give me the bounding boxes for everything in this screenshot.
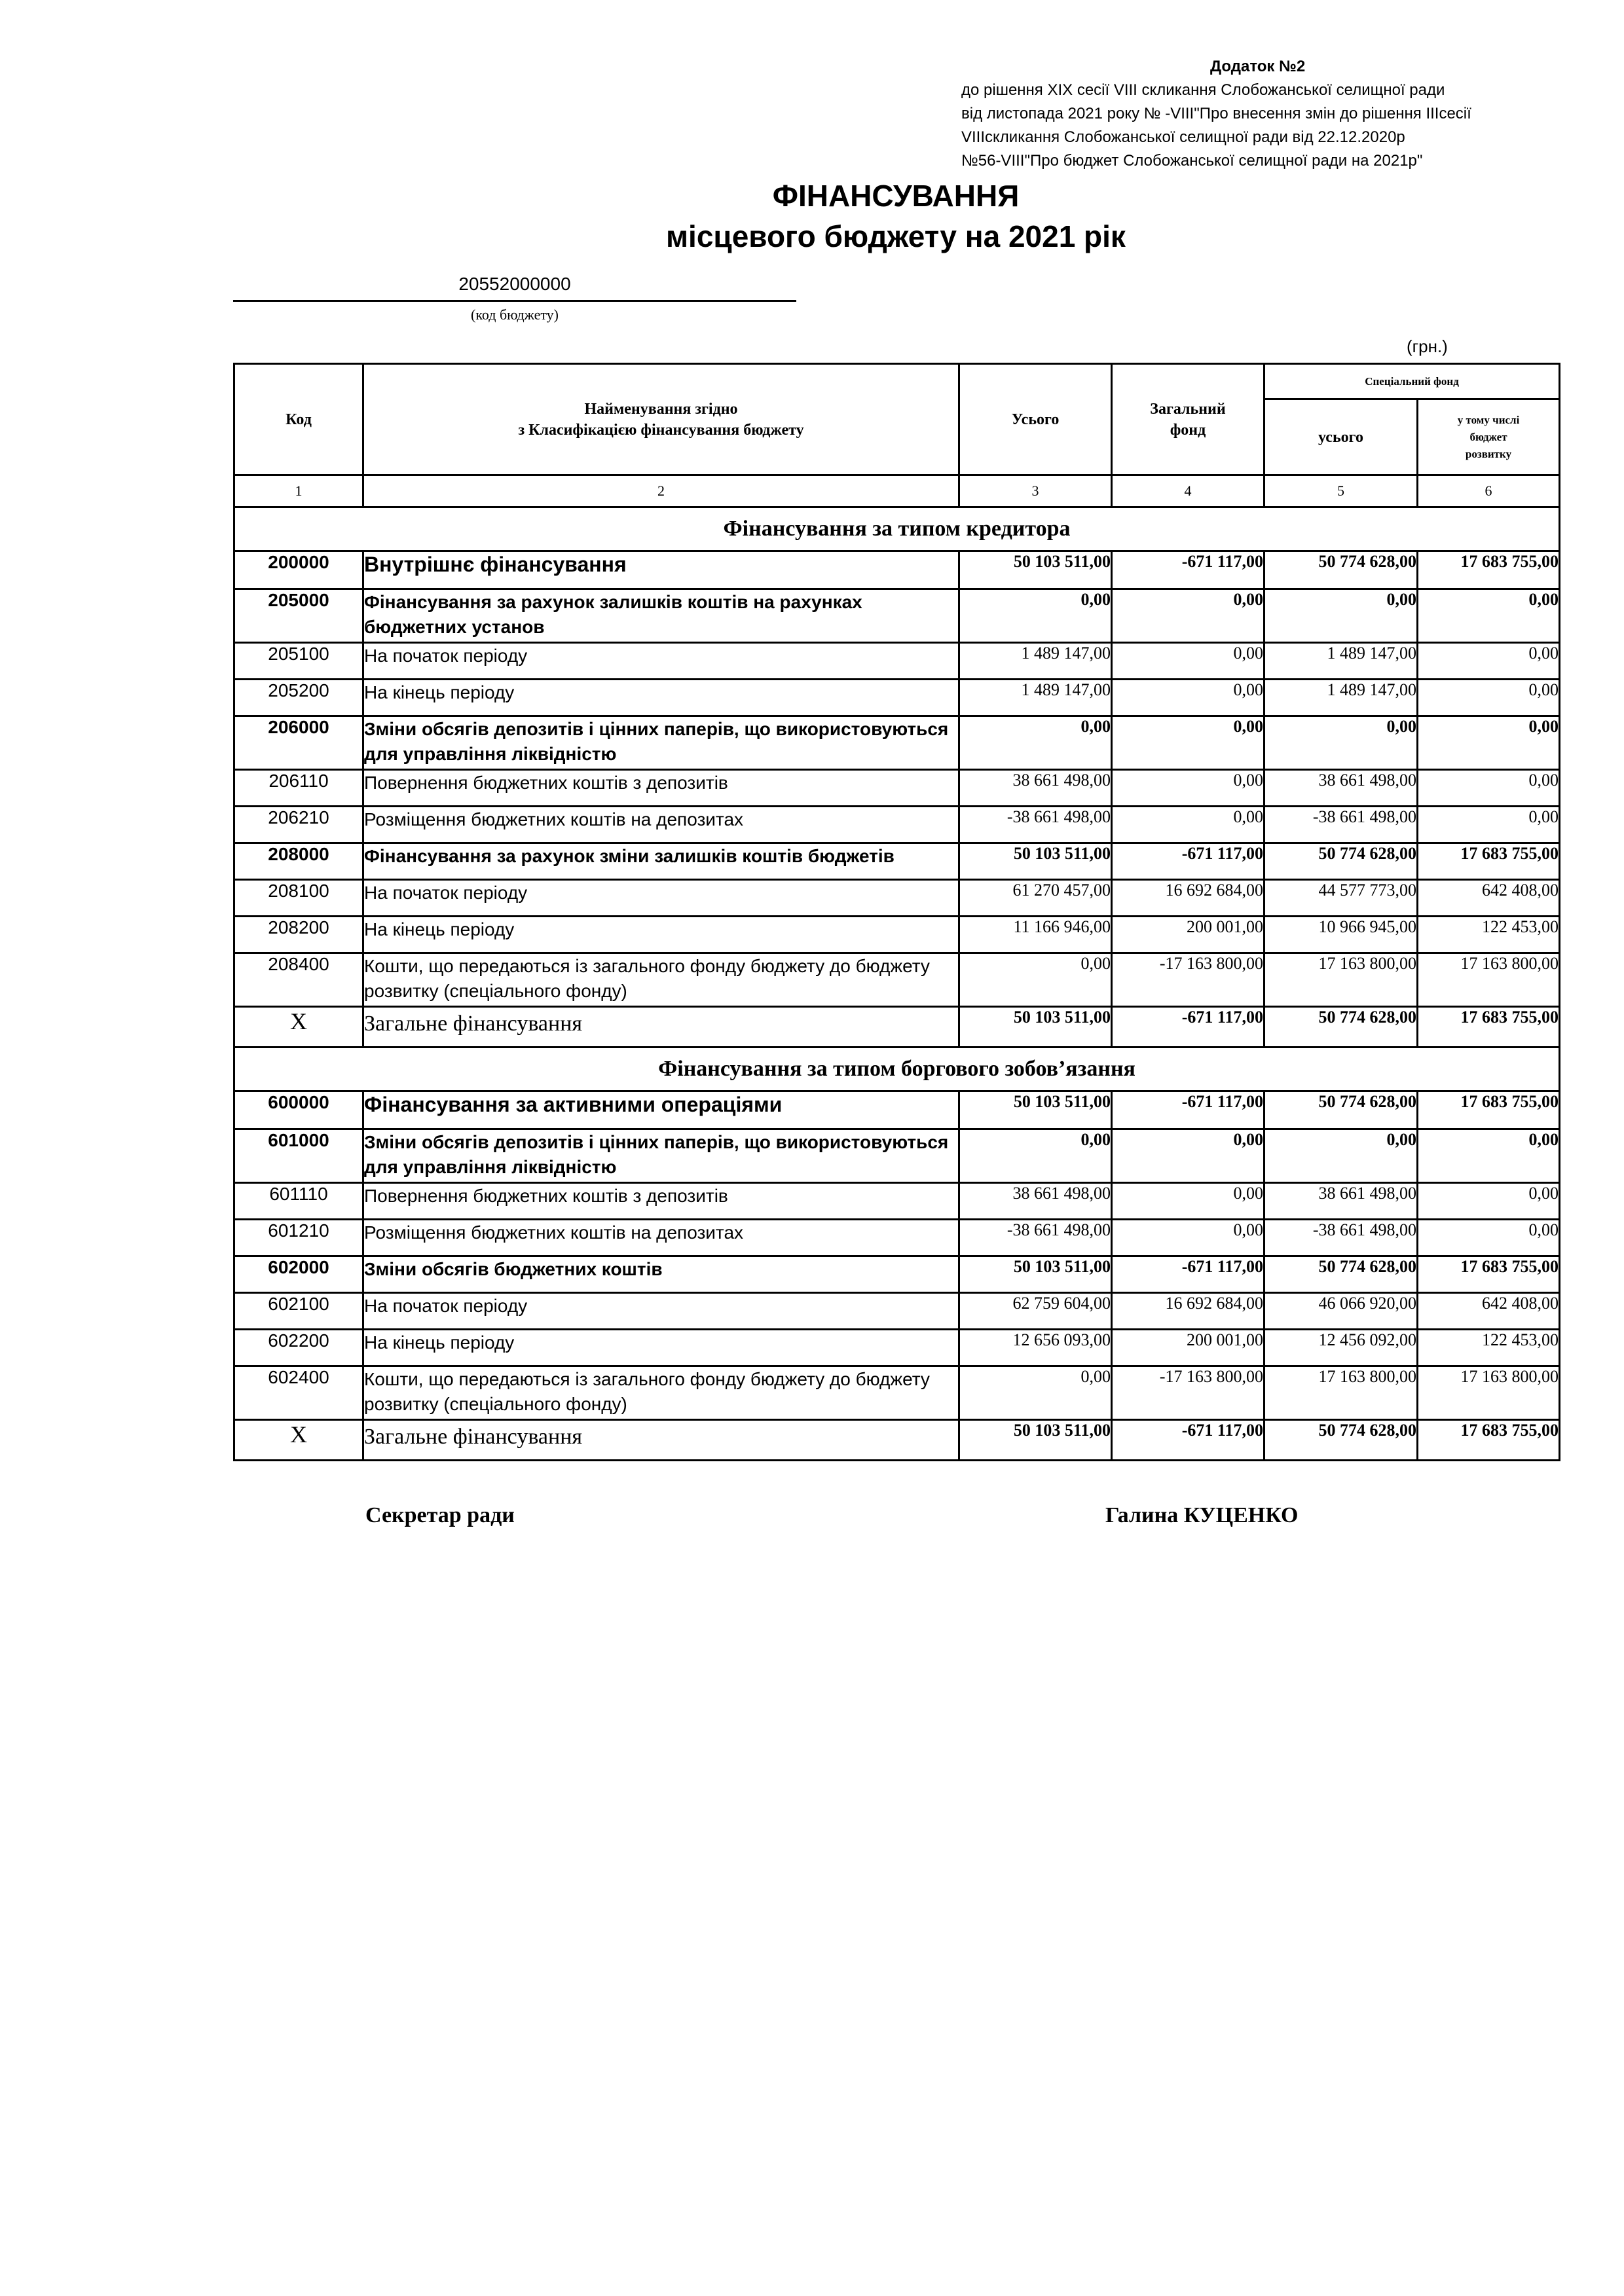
row-total: 50 103 511,00 [959, 1091, 1112, 1129]
budget-code-underline [233, 300, 796, 302]
table-row [234, 1220, 1560, 1256]
table-row [234, 917, 1560, 953]
row-development: 642 408,00 [1418, 880, 1560, 917]
row-special: 17 163 800,00 [1264, 953, 1418, 1007]
header-code: Код [234, 364, 363, 475]
row-code: 205000 [234, 589, 363, 643]
row-special: -38 661 498,00 [1264, 807, 1418, 843]
row-general: 0,00 [1112, 1183, 1264, 1220]
row-special: 0,00 [1264, 1129, 1418, 1183]
row-development: 0,00 [1418, 807, 1560, 843]
header-total: Усього [959, 364, 1112, 475]
signature-name: Галина КУЦЕНКО [1105, 1503, 1299, 1527]
row-total: 0,00 [959, 1129, 1112, 1183]
row-special: 1 489 147,00 [1264, 680, 1418, 716]
row-total: 12 656 093,00 [959, 1330, 1112, 1366]
row-code: 208200 [234, 917, 363, 953]
row-development: 0,00 [1418, 589, 1560, 643]
table-row [234, 1129, 1560, 1183]
row-name: Повернення бюджетних коштів з депозитів [363, 770, 959, 807]
row-total: 62 759 604,00 [959, 1293, 1112, 1330]
row-code: X [234, 1007, 363, 1048]
row-special: 50 774 628,00 [1264, 843, 1418, 880]
row-code: 206110 [234, 770, 363, 807]
header-name-line: Найменування згідно [584, 400, 738, 418]
row-special: 12 456 092,00 [1264, 1330, 1418, 1366]
header-dev-line: розвитку [1465, 447, 1512, 460]
row-total: 50 103 511,00 [959, 1420, 1112, 1461]
row-general: 200 001,00 [1112, 1330, 1264, 1366]
table-row [234, 843, 1560, 880]
signature-role: Секретар ради [365, 1503, 515, 1527]
row-special: 0,00 [1264, 716, 1418, 770]
row-total: -38 661 498,00 [959, 1220, 1112, 1256]
row-special: 17 163 800,00 [1264, 1366, 1418, 1420]
row-total: 0,00 [959, 1366, 1112, 1420]
appendix-line: VIIIскликання Слобожанської селищної ради від 22.12.2020р [961, 128, 1405, 146]
row-general: 200 001,00 [1112, 917, 1264, 953]
row-special: 50 774 628,00 [1264, 1256, 1418, 1293]
row-general: 0,00 [1112, 1129, 1264, 1183]
row-code: 602400 [234, 1366, 363, 1420]
column-number: 2 [363, 475, 959, 507]
table-row [234, 770, 1560, 807]
row-special: 38 661 498,00 [1264, 1183, 1418, 1220]
table-row-total [234, 1007, 1560, 1048]
table-row [234, 1256, 1560, 1293]
table-row [234, 1183, 1560, 1220]
row-total: 38 661 498,00 [959, 770, 1112, 807]
row-total: 38 661 498,00 [959, 1183, 1112, 1220]
appendix-title: Додаток №2 [1210, 58, 1306, 75]
row-special: 1 489 147,00 [1264, 643, 1418, 680]
table-row [234, 953, 1560, 1007]
row-development: 17 163 800,00 [1418, 1366, 1560, 1420]
row-name: На початок періоду [363, 1293, 959, 1330]
table-row [234, 680, 1560, 716]
row-name: Зміни обсягів депозитів і цінних паперів, що використовуються для управління ліквідністю [363, 1129, 959, 1183]
document-subtitle: місцевого бюджету на 2021 рік [666, 219, 1126, 253]
row-name: Внутрішнє фінансування [363, 551, 959, 589]
row-special: -38 661 498,00 [1264, 1220, 1418, 1256]
row-special: 10 966 945,00 [1264, 917, 1418, 953]
row-total: 50 103 511,00 [959, 1007, 1112, 1048]
row-name: На кінець періоду [363, 917, 959, 953]
row-code: 601110 [234, 1183, 363, 1220]
row-general: 0,00 [1112, 643, 1264, 680]
row-code: 205200 [234, 680, 363, 716]
row-name: Загальне фінансування [363, 1420, 959, 1461]
row-development: 17 163 800,00 [1418, 953, 1560, 1007]
row-general: 0,00 [1112, 807, 1264, 843]
row-development: 642 408,00 [1418, 1293, 1560, 1330]
row-total: 50 103 511,00 [959, 1256, 1112, 1293]
row-name: На початок періоду [363, 643, 959, 680]
row-name: Розміщення бюджетних коштів на депозитах [363, 1220, 959, 1256]
appendix-line: до рішення XIX сесії VIII скликання Слобожанської селищної ради [961, 81, 1445, 99]
table-row [234, 643, 1560, 680]
row-general: -671 117,00 [1112, 1420, 1264, 1461]
column-number-row [234, 475, 1560, 507]
header-name-line: з Класифікацією фінансування бюджету [518, 421, 804, 439]
row-general: -17 163 800,00 [1112, 1366, 1264, 1420]
row-code: 208400 [234, 953, 363, 1007]
column-number: 4 [1112, 475, 1264, 507]
row-general: -671 117,00 [1112, 1007, 1264, 1048]
column-number: 1 [234, 475, 363, 507]
row-total: 50 103 511,00 [959, 843, 1112, 880]
row-general: -671 117,00 [1112, 1256, 1264, 1293]
row-development: 17 683 755,00 [1418, 551, 1560, 589]
table-row [234, 589, 1560, 643]
row-general: 0,00 [1112, 716, 1264, 770]
row-general: 0,00 [1112, 770, 1264, 807]
row-total: 1 489 147,00 [959, 680, 1112, 716]
row-code: 602200 [234, 1330, 363, 1366]
row-total: 11 166 946,00 [959, 917, 1112, 953]
table-row [234, 1366, 1560, 1420]
row-code: 205100 [234, 643, 363, 680]
row-development: 0,00 [1418, 680, 1560, 716]
row-total: 1 489 147,00 [959, 643, 1112, 680]
financing-table [233, 363, 1560, 1461]
row-name: На кінець періоду [363, 680, 959, 716]
row-code: 206210 [234, 807, 363, 843]
row-development: 0,00 [1418, 643, 1560, 680]
section-title: Фінансування за типом боргового зобов’язання [234, 1048, 1560, 1091]
row-name: Фінансування за рахунок залишків коштів на рахунках бюджетних установ [363, 589, 959, 643]
header-name [363, 364, 959, 475]
table-row [234, 807, 1560, 843]
section-row [234, 1048, 1560, 1091]
row-development: 0,00 [1418, 1220, 1560, 1256]
header-development-budget [1418, 399, 1560, 475]
row-name: Кошти, що передаються із загального фонду бюджету до бюджету розвитку (спеціального фонду) [363, 953, 959, 1007]
row-total: -38 661 498,00 [959, 807, 1112, 843]
document-title: ФІНАНСУВАННЯ [772, 179, 1020, 213]
header-general-line: Загальний [1150, 400, 1226, 418]
row-development: 122 453,00 [1418, 1330, 1560, 1366]
row-name: На початок періоду [363, 880, 959, 917]
section-title: Фінансування за типом кредитора [234, 507, 1560, 551]
budget-code-caption: (код бюджету) [471, 306, 559, 323]
appendix-line: №56-VIII"Про бюджет Слобожанської селищної ради на 2021р" [961, 152, 1423, 170]
row-total: 61 270 457,00 [959, 880, 1112, 917]
row-total: 0,00 [959, 716, 1112, 770]
row-development: 17 683 755,00 [1418, 1256, 1560, 1293]
table-row [234, 551, 1560, 589]
row-development: 122 453,00 [1418, 917, 1560, 953]
row-general: -671 117,00 [1112, 843, 1264, 880]
row-code: 206000 [234, 716, 363, 770]
row-name: Розміщення бюджетних коштів на депозитах [363, 807, 959, 843]
currency-unit: (грн.) [1407, 337, 1448, 356]
row-code: 601210 [234, 1220, 363, 1256]
column-number: 6 [1418, 475, 1560, 507]
row-development: 17 683 755,00 [1418, 1091, 1560, 1129]
row-code: X [234, 1420, 363, 1461]
row-general: -17 163 800,00 [1112, 953, 1264, 1007]
appendix-block [961, 55, 1590, 173]
section-row [234, 507, 1560, 551]
header-general-fund [1112, 364, 1264, 475]
row-development: 0,00 [1418, 770, 1560, 807]
row-general: 0,00 [1112, 1220, 1264, 1256]
row-special: 50 774 628,00 [1264, 1420, 1418, 1461]
row-name: Загальне фінансування [363, 1007, 959, 1048]
row-general: 0,00 [1112, 589, 1264, 643]
appendix-line: від листопада 2021 року № -VIII"Про внесення змін до рішення IIIсесії [961, 105, 1471, 122]
table-row-total [234, 1420, 1560, 1461]
table-row [234, 1091, 1560, 1129]
row-name: На кінець періоду [363, 1330, 959, 1366]
table-row [234, 716, 1560, 770]
row-total: 50 103 511,00 [959, 551, 1112, 589]
row-code: 602100 [234, 1293, 363, 1330]
row-general: -671 117,00 [1112, 1091, 1264, 1129]
row-development: 17 683 755,00 [1418, 843, 1560, 880]
row-name: Зміни обсягів бюджетних коштів [363, 1256, 959, 1293]
table-row [234, 880, 1560, 917]
row-name: Зміни обсягів депозитів і цінних паперів, що використовуються для управління ліквідністю [363, 716, 959, 770]
row-development: 0,00 [1418, 716, 1560, 770]
row-code: 208100 [234, 880, 363, 917]
row-code: 200000 [234, 551, 363, 589]
row-development: 17 683 755,00 [1418, 1007, 1560, 1048]
row-name: Кошти, що передаються із загального фонду бюджету до бюджету розвитку (спеціального фонду) [363, 1366, 959, 1420]
row-special: 38 661 498,00 [1264, 770, 1418, 807]
row-special: 0,00 [1264, 589, 1418, 643]
row-general: -671 117,00 [1112, 551, 1264, 589]
row-code: 208000 [234, 843, 363, 880]
row-total: 0,00 [959, 953, 1112, 1007]
header-special-total: усього [1264, 399, 1418, 475]
row-code: 600000 [234, 1091, 363, 1129]
row-special: 50 774 628,00 [1264, 1091, 1418, 1129]
row-general: 16 692 684,00 [1112, 880, 1264, 917]
row-total: 0,00 [959, 589, 1112, 643]
row-general: 0,00 [1112, 680, 1264, 716]
row-code: 602000 [234, 1256, 363, 1293]
budget-code: 20552000000 [458, 274, 571, 294]
row-code: 601000 [234, 1129, 363, 1183]
table-row [234, 1330, 1560, 1366]
row-special: 46 066 920,00 [1264, 1293, 1418, 1330]
column-number: 5 [1264, 475, 1418, 507]
row-name: Фінансування за активними операціями [363, 1091, 959, 1129]
row-name: Повернення бюджетних коштів з депозитів [363, 1183, 959, 1220]
header-general-line: фонд [1170, 421, 1206, 439]
column-number: 3 [959, 475, 1112, 507]
row-development: 0,00 [1418, 1129, 1560, 1183]
row-general: 16 692 684,00 [1112, 1293, 1264, 1330]
row-special: 50 774 628,00 [1264, 551, 1418, 589]
row-development: 17 683 755,00 [1418, 1420, 1560, 1461]
row-name: Фінансування за рахунок зміни залишків коштів бюджетів [363, 843, 959, 880]
row-development: 0,00 [1418, 1183, 1560, 1220]
header-dev-line: у тому числі [1457, 413, 1520, 426]
row-special: 44 577 773,00 [1264, 880, 1418, 917]
header-dev-line: бюджет [1469, 430, 1507, 443]
header-special-fund: Спеціальний фонд [1264, 364, 1560, 399]
table-row [234, 1293, 1560, 1330]
row-special: 50 774 628,00 [1264, 1007, 1418, 1048]
